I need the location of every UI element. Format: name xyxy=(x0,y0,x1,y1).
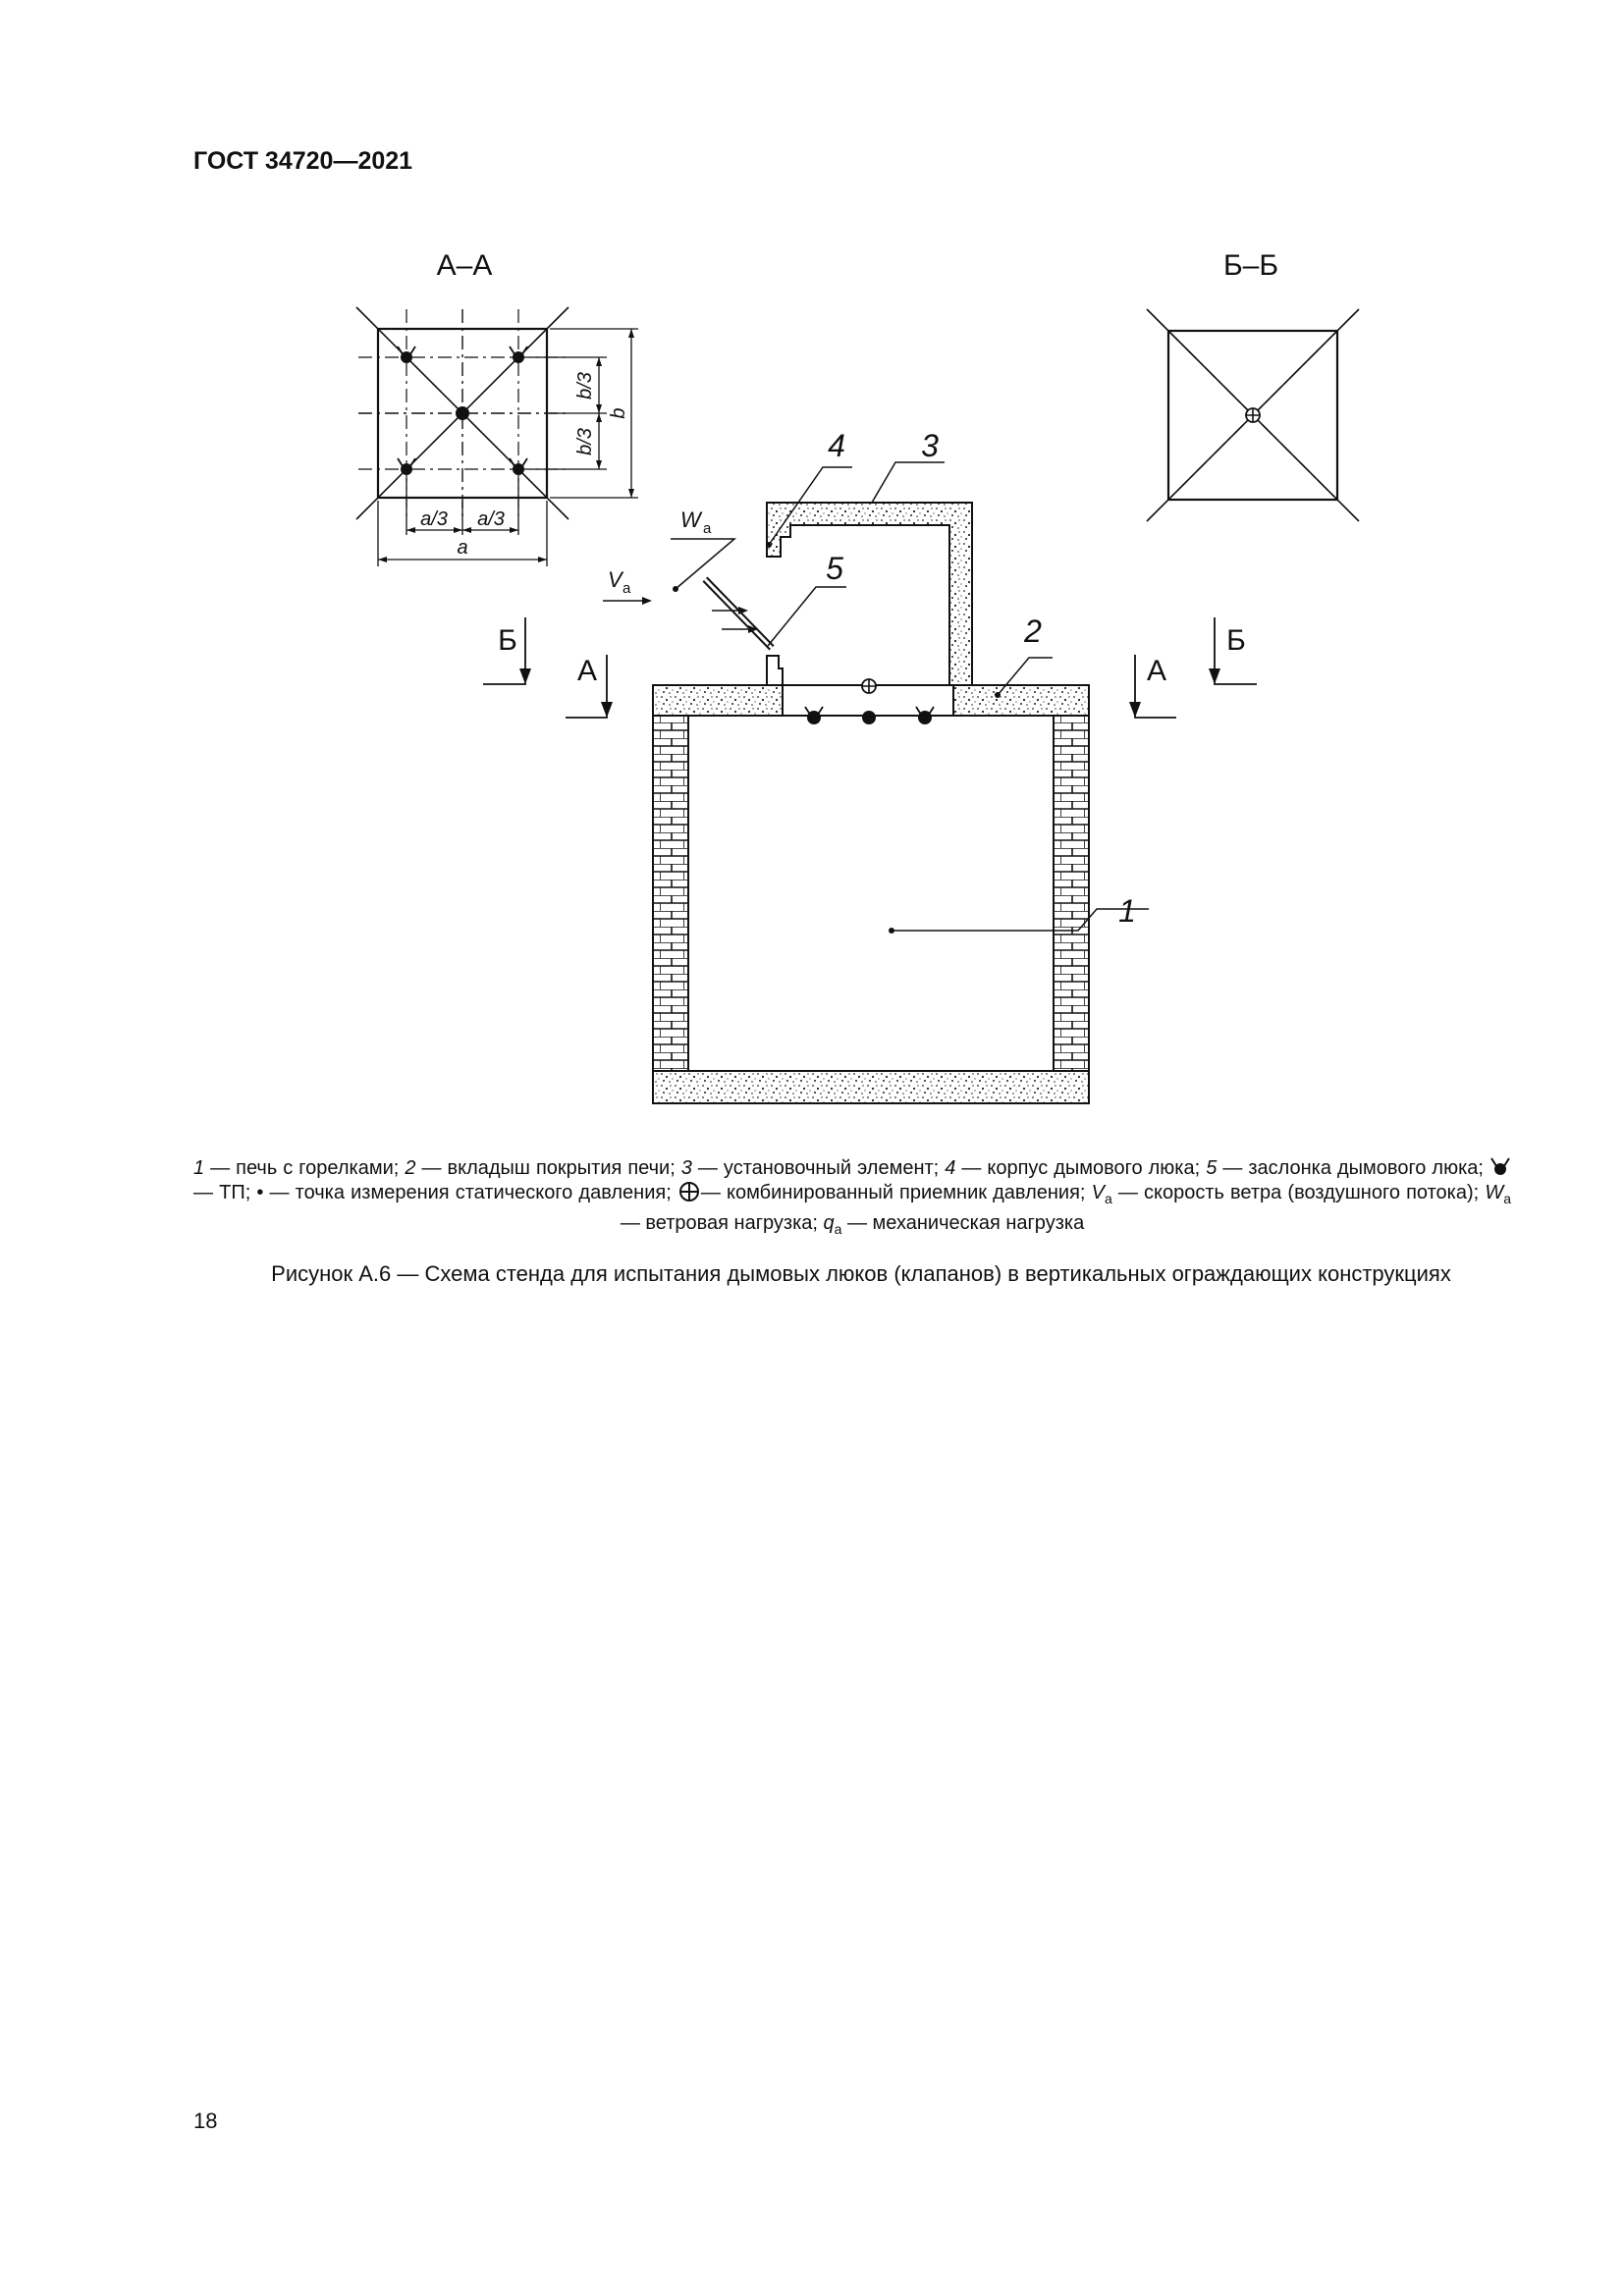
svg-text:a: a xyxy=(703,520,712,537)
figure-caption: Рисунок А.6 — Схема стенда для испытания дымовых люков (клапанов) в вертикальных ограждающих конструкциях xyxy=(271,1261,1451,1286)
dim-a3-right: a/3 xyxy=(477,508,505,530)
air-velocity-label xyxy=(608,567,631,597)
cut-b-right: Б xyxy=(1226,624,1246,657)
svg-text:a: a xyxy=(623,580,631,597)
svg-text:V: V xyxy=(608,567,623,592)
section-aa xyxy=(356,249,638,566)
callout-2: 2 xyxy=(1024,614,1042,649)
section-aa-title: А–А xyxy=(436,249,493,282)
dim-b3-top: b/3 xyxy=(574,372,596,400)
callout-4: 4 xyxy=(828,428,845,463)
section-bb-title: Б–Б xyxy=(1222,249,1279,282)
svg-text:W: W xyxy=(680,507,701,532)
furnace-assembly xyxy=(653,503,1089,1103)
section-bb xyxy=(1147,249,1359,521)
thermocouple-icon xyxy=(1489,1157,1511,1177)
callout-5: 5 xyxy=(826,551,843,586)
dim-b3-bottom: b/3 xyxy=(574,428,596,455)
document-header: ГОСТ 34720—2021 xyxy=(193,147,413,175)
callout-1: 1 xyxy=(1118,893,1136,929)
pressure-point-icon xyxy=(456,406,469,420)
dim-a3-left: a/3 xyxy=(420,508,448,530)
wind-load-label xyxy=(680,507,712,537)
figure-legend: 1 — печь с горелками; 2 — вкладыш покрытия печи; 3 — установочный элемент; 4 — корпус дымового люка; 5 — заслонка дымового люка; — ТП; • — точка измерения статического давления; — комбинированный приемник давления; $V_а$ — скорость ветра (воздушного потока); $W_а$ — ветровая нагрузка; $q_а$ — механическая нагрузка xyxy=(193,1157,1511,1237)
page-number: 18 xyxy=(193,2109,218,2133)
callout-3: 3 xyxy=(921,428,939,463)
cut-b-left: Б xyxy=(498,624,517,657)
combined-pressure-icon xyxy=(677,1181,701,1202)
cut-markers xyxy=(483,617,1257,718)
dim-a: a xyxy=(457,537,468,559)
cut-a-left: А xyxy=(576,655,598,687)
combined-pressure-icon xyxy=(1246,408,1260,422)
cut-a-right: А xyxy=(1146,655,1167,687)
dim-b: b xyxy=(608,407,629,419)
